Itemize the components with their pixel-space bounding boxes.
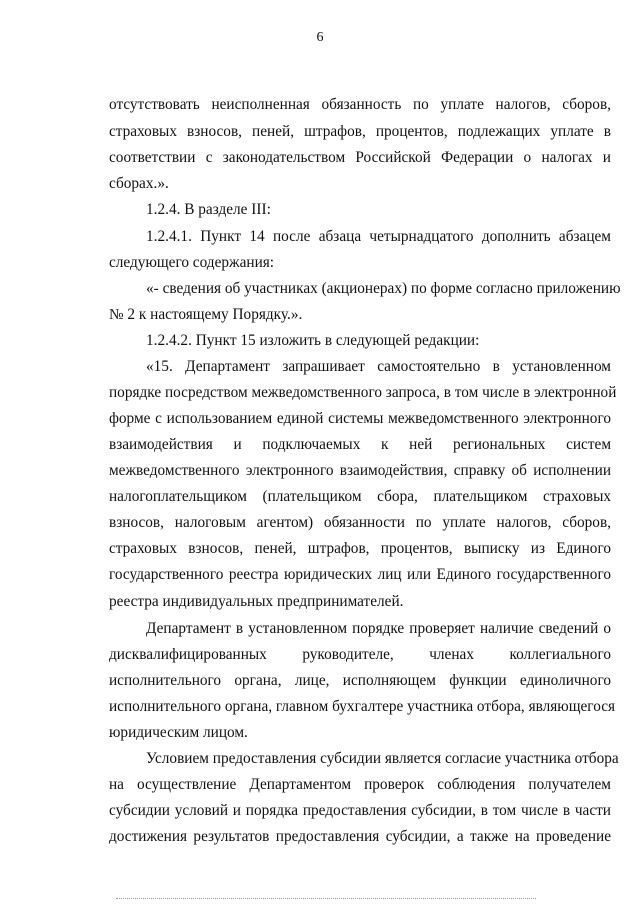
text-line: государственного реестра юридических лиц или Единого государственного <box>109 566 611 583</box>
text-line: взносов, налоговым агентом) обязанности по уплате налогов, сборов, <box>109 514 611 531</box>
text-line: «- сведения об участниках (акционерах) по форме согласно приложению <box>146 280 621 297</box>
text-line: страховых взносов, пеней, штрафов, процентов, выписку из Единого <box>109 540 611 557</box>
text-line: форме с использованием единой системы межведомственного электронного <box>109 410 611 427</box>
text-line: 1.2.4. В разделе III: <box>146 201 271 218</box>
text-line: исполнительного органа, главном бухгалтере участника отбора, являющегося <box>109 698 616 715</box>
text-line: отсутствовать неисполненная обязанность по уплате налогов, сборов, <box>109 96 611 113</box>
text-line: страховых взносов, пеней, штрафов, процентов, подлежащих уплате в <box>109 123 611 140</box>
text-line: налогоплательщиком (плательщиком сбора, плательщиком страховых <box>109 488 611 505</box>
text-line: сборах.». <box>109 175 169 192</box>
text-line: реестра индивидуальных предпринимателей. <box>109 593 404 610</box>
text-line: 1.2.4.1. Пункт 14 после абзаца четырнадцатого дополнить абзацем <box>146 228 611 245</box>
text-line: соответствии с законодательством Российской Федерации о налогах и <box>109 149 611 166</box>
text-line: 1.2.4.2. Пункт 15 изложить в следующей редакции: <box>146 332 480 349</box>
text-line: Департамент в установленном порядке проверяет наличие сведений о <box>146 620 611 637</box>
text-line: дисквалифицированных руководителе, членах коллегиального <box>109 646 611 663</box>
text-line: Условием предоставления субсидии является согласие участника отбора <box>146 750 619 767</box>
text-line: достижения результатов предоставления субсидии, а также на проведение <box>109 828 611 845</box>
text-line: исполнительного органа, лице, исполняющем функции единоличного <box>109 672 611 689</box>
text-line: субсидии условий и порядка предоставления субсидии, в том числе в части <box>109 802 611 819</box>
page-number: 6 <box>316 30 324 45</box>
text-line: на осуществление Департаментом проверок соблюдения получателем <box>109 776 611 793</box>
text-line: межведомственного электронного взаимодействия, справку об исполнении <box>109 462 611 479</box>
text-line: взаимодействия и подключаемых к ней региональных систем <box>109 436 611 453</box>
bottom-edge-rule <box>116 898 536 899</box>
text-line: порядке посредством межведомственного запроса, в том числе в электронной <box>109 384 617 401</box>
text-line: «15. Департамент запрашивает самостоятельно в установленном <box>146 358 611 375</box>
text-line: следующего содержания: <box>109 254 275 271</box>
text-line: юридическим лицом. <box>109 724 248 741</box>
text-line: № 2 к настоящему Порядку.». <box>109 306 303 323</box>
